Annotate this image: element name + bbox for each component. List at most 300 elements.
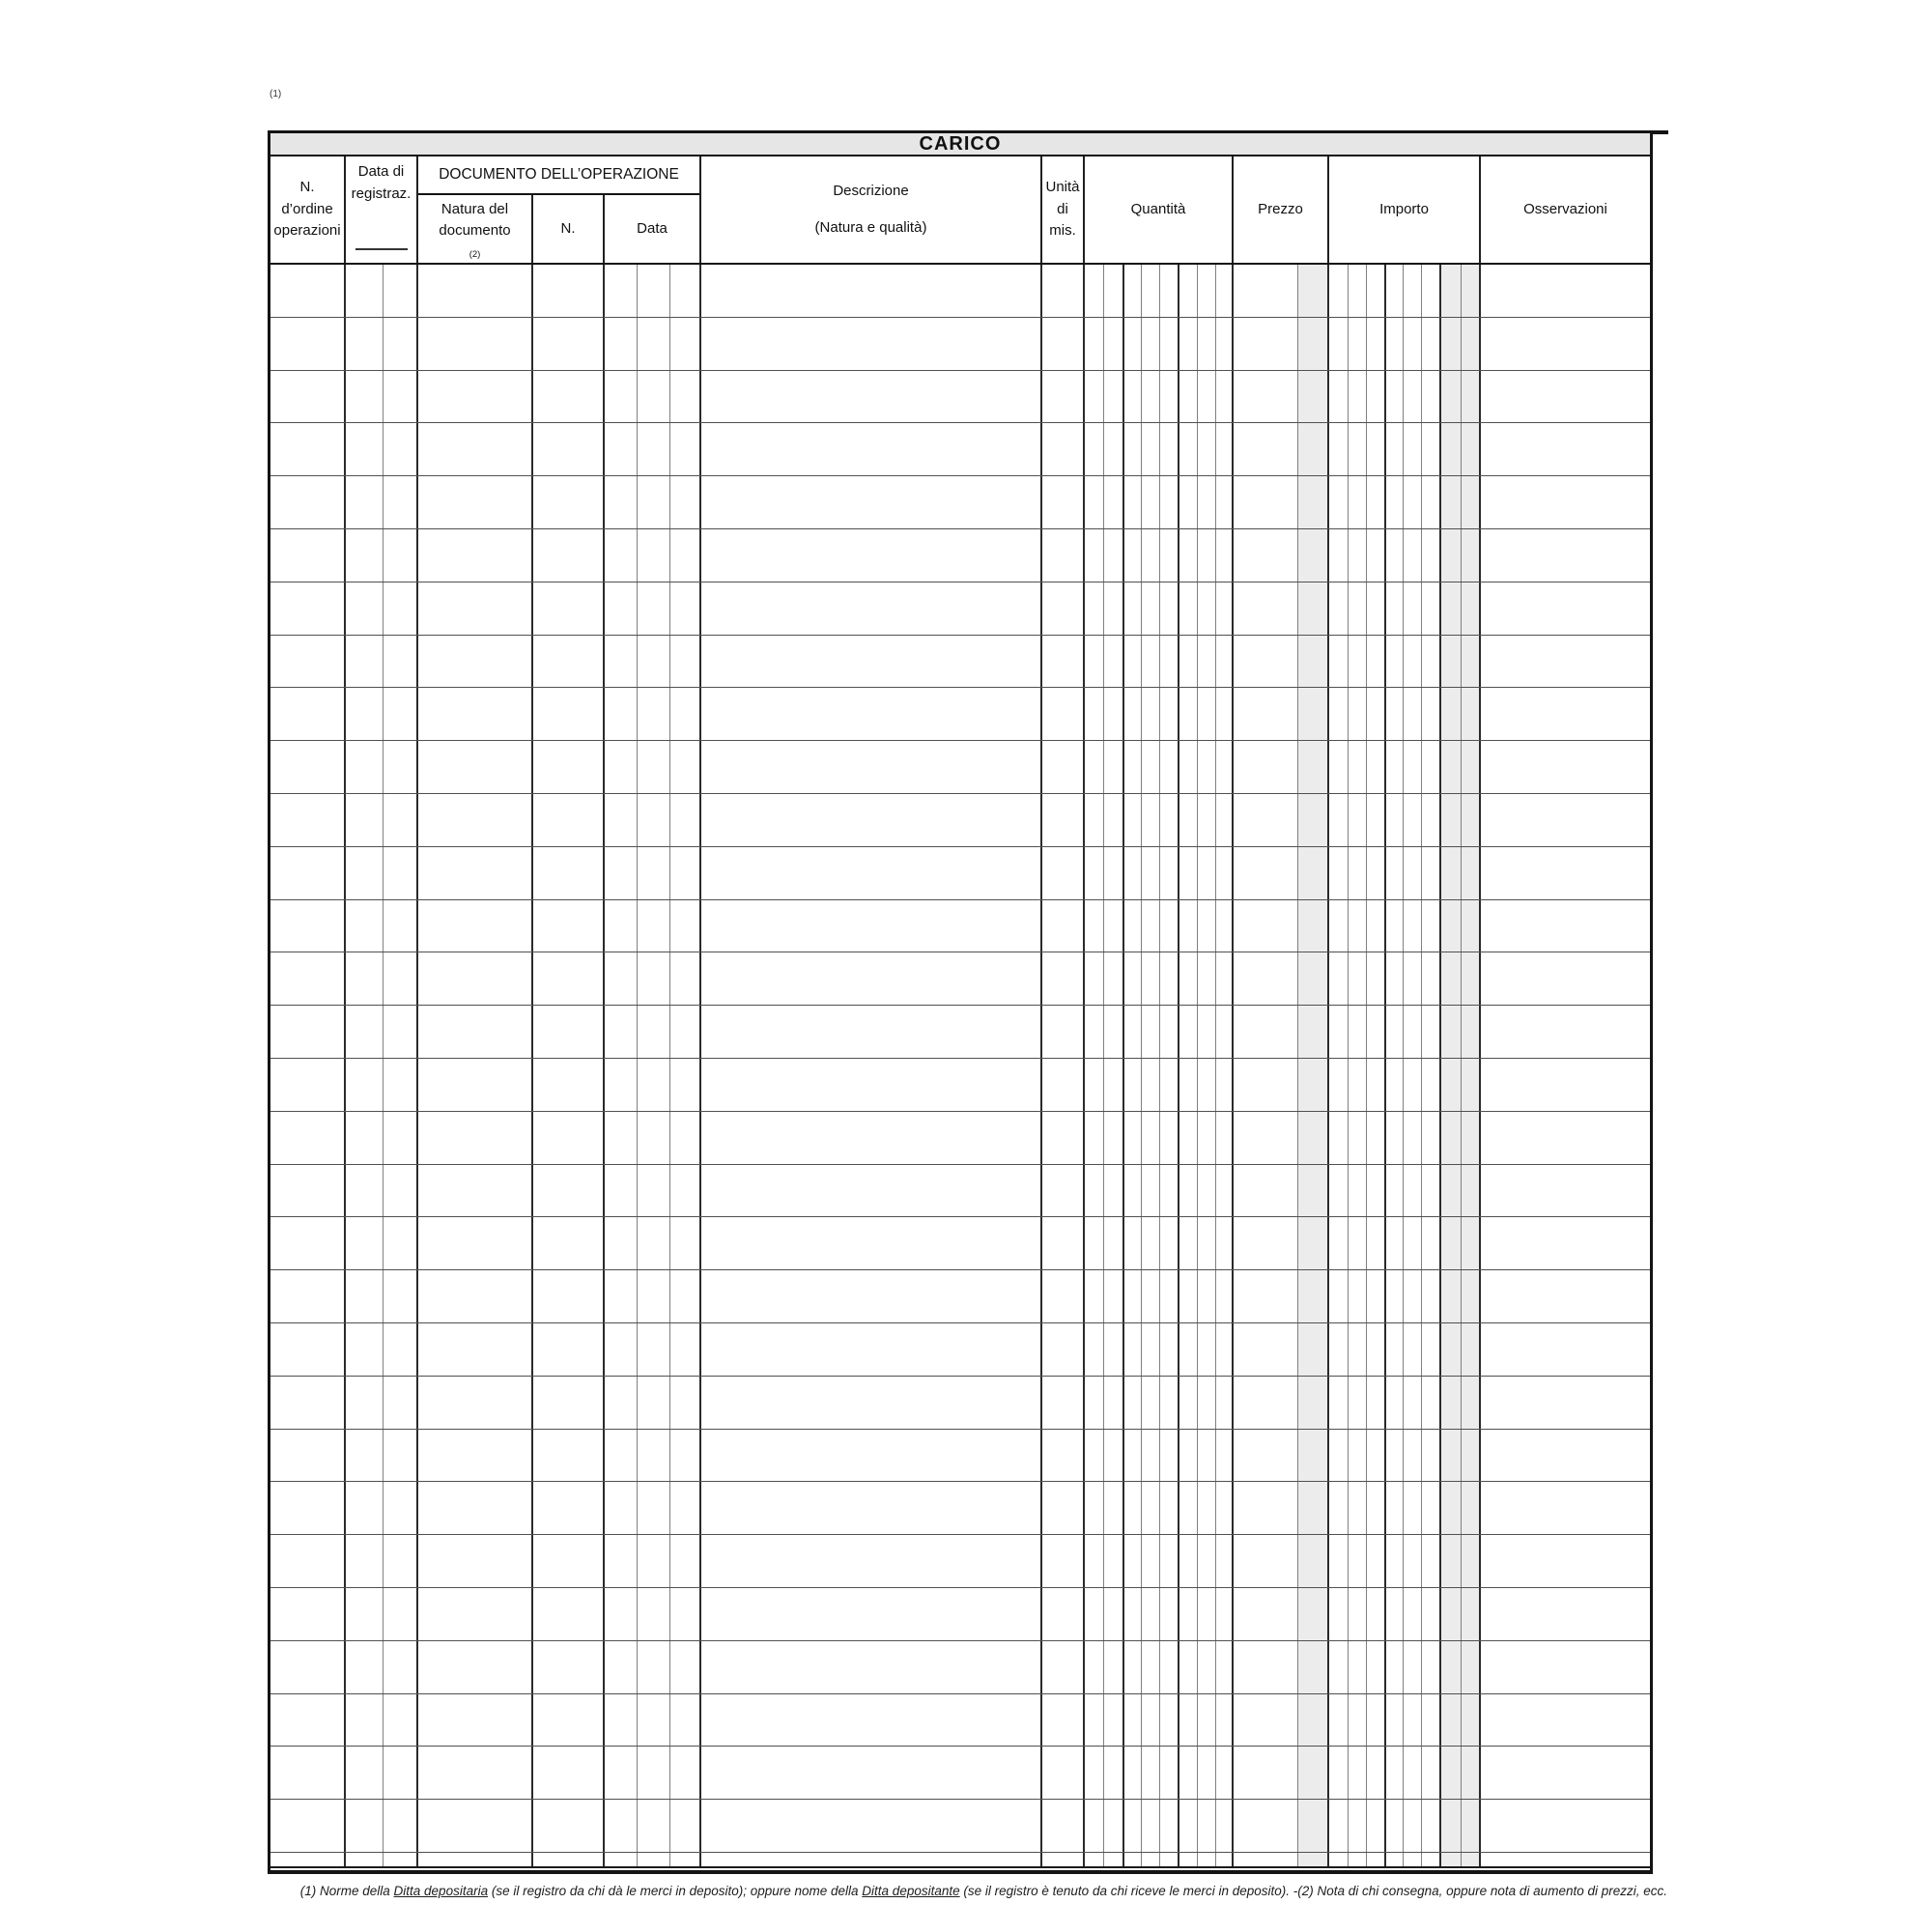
digit-cell xyxy=(1366,582,1384,635)
digit-cell xyxy=(346,1377,383,1429)
cell-importo xyxy=(1327,318,1479,370)
table-row xyxy=(270,1165,1650,1218)
digit-cell xyxy=(1141,1217,1159,1269)
digit-cell xyxy=(1421,636,1439,688)
digit-cell xyxy=(1329,1747,1348,1799)
digit-cell xyxy=(1403,1006,1421,1058)
cell-data-registraz xyxy=(344,1165,416,1217)
digit-cell xyxy=(1348,1588,1366,1640)
digit-cell xyxy=(1197,1377,1215,1429)
digit-cell xyxy=(1178,1535,1196,1587)
digit-cell xyxy=(1421,371,1439,423)
digit-cell xyxy=(1122,1747,1141,1799)
header-line: N. xyxy=(560,219,576,237)
cell-prezzo xyxy=(1232,476,1327,528)
digit-cell xyxy=(1348,847,1366,899)
digit-cell xyxy=(669,1535,701,1587)
header-n-ordine xyxy=(270,156,344,263)
digit-cell xyxy=(1103,582,1122,635)
digit-cell xyxy=(669,1430,701,1482)
header-n-documento xyxy=(531,195,603,263)
digit-cell xyxy=(1403,423,1421,475)
gray-digit-cell xyxy=(1461,741,1482,793)
cell-unita-mis xyxy=(1040,1535,1083,1587)
gray-digit-cell xyxy=(1439,529,1461,582)
digit-cell xyxy=(1348,1217,1366,1269)
digit-cell xyxy=(1103,1588,1122,1640)
cell-n-ordine xyxy=(270,1535,344,1587)
cell-natura-documento xyxy=(416,1588,531,1640)
digit-cell xyxy=(1197,318,1215,370)
cell-importo xyxy=(1327,1270,1479,1322)
cell-unita-mis xyxy=(1040,794,1083,846)
digit-cell xyxy=(1178,1165,1196,1217)
digit-cell xyxy=(669,1694,701,1747)
cell-n-ordine xyxy=(270,265,344,317)
digit-cell xyxy=(637,1853,668,1866)
digit-cell xyxy=(1384,318,1403,370)
cell-unita-mis xyxy=(1040,900,1083,952)
digit-cell xyxy=(1122,1165,1141,1217)
cell-quantita xyxy=(1083,1377,1232,1429)
cell-descrizione xyxy=(699,529,1040,582)
digit-cell xyxy=(1122,794,1141,846)
gray-digit-cell xyxy=(1297,1641,1329,1693)
digit-cell xyxy=(346,1694,383,1747)
digit-cell xyxy=(1234,1377,1297,1429)
digit-cell xyxy=(1178,1217,1196,1269)
digit-cell xyxy=(383,952,419,1005)
cell-n-ordine xyxy=(270,1694,344,1747)
digit-cell xyxy=(1348,1059,1366,1111)
digit-cell xyxy=(1421,1588,1439,1640)
digit-cell xyxy=(1421,265,1439,317)
digit-cell xyxy=(1234,1430,1297,1482)
digit-cell xyxy=(1197,1482,1215,1534)
digit-cell xyxy=(1141,741,1159,793)
cell-n-documento xyxy=(531,741,603,793)
cell-n-documento xyxy=(531,1006,603,1058)
cell-importo xyxy=(1327,847,1479,899)
digit-cell xyxy=(346,952,383,1005)
gray-digit-cell xyxy=(1439,1059,1461,1111)
cell-data-registraz xyxy=(344,476,416,528)
header-line: Natura del xyxy=(440,200,509,217)
cell-importo xyxy=(1327,741,1479,793)
digit-cell xyxy=(1421,1059,1439,1111)
cell-data-documento xyxy=(603,1694,699,1747)
digit-cell xyxy=(383,794,419,846)
digit-cell xyxy=(669,1323,701,1376)
digit-cell xyxy=(1403,636,1421,688)
gray-digit-cell xyxy=(1297,1112,1329,1164)
header-line: Quantità xyxy=(1130,200,1186,217)
cell-importo xyxy=(1327,1323,1479,1376)
digit-cell xyxy=(1384,1588,1403,1640)
digit-cell xyxy=(1197,1323,1215,1376)
header-line: DOCUMENTO DELL’OPERAZIONE xyxy=(439,166,679,184)
digit-cell xyxy=(1122,1217,1141,1269)
cell-descrizione xyxy=(699,1430,1040,1482)
digit-cell xyxy=(1384,1270,1403,1322)
header-line: d’ordine xyxy=(281,200,333,217)
digit-cell xyxy=(1085,900,1103,952)
digit-cell xyxy=(1329,476,1348,528)
digit-cell xyxy=(1234,423,1297,475)
cell-osservazioni xyxy=(1479,1112,1650,1164)
digit-cell xyxy=(346,1430,383,1482)
digit-cell xyxy=(1384,1641,1403,1693)
digit-cell xyxy=(1329,1535,1348,1587)
digit-cell xyxy=(1421,529,1439,582)
cell-natura-documento xyxy=(416,1535,531,1587)
digit-cell xyxy=(1141,900,1159,952)
gray-digit-cell xyxy=(1297,1747,1329,1799)
digit-cell xyxy=(1366,688,1384,740)
digit-cell xyxy=(1159,1694,1178,1747)
gray-digit-cell xyxy=(1461,1747,1482,1799)
digit-cell xyxy=(1329,1430,1348,1482)
digit-cell xyxy=(605,1853,637,1866)
cell-descrizione xyxy=(699,1482,1040,1534)
digit-cell xyxy=(1403,1853,1421,1866)
digit-cell xyxy=(1159,1430,1178,1482)
digit-cell xyxy=(1234,847,1297,899)
cell-quantita xyxy=(1083,371,1232,423)
digit-cell xyxy=(637,1323,668,1376)
digit-cell xyxy=(1366,1694,1384,1747)
cell-importo xyxy=(1327,636,1479,688)
digit-cell xyxy=(637,741,668,793)
digit-cell xyxy=(637,794,668,846)
digit-cell xyxy=(637,1800,668,1852)
digit-cell xyxy=(1103,1059,1122,1111)
digit-cell xyxy=(1421,1323,1439,1376)
header-line: Unità xyxy=(1045,179,1080,196)
cell-prezzo xyxy=(1232,1323,1327,1376)
cell-prezzo xyxy=(1232,1217,1327,1269)
cell-data-registraz xyxy=(344,423,416,475)
cell-quantita xyxy=(1083,1165,1232,1217)
gray-digit-cell xyxy=(1461,1853,1482,1866)
digit-cell xyxy=(669,318,701,370)
digit-cell xyxy=(1122,636,1141,688)
cell-data-registraz xyxy=(344,371,416,423)
digit-cell xyxy=(1329,794,1348,846)
cell-descrizione xyxy=(699,1535,1040,1587)
digit-cell xyxy=(1329,1270,1348,1322)
digit-cell xyxy=(1159,636,1178,688)
digit-cell xyxy=(1159,318,1178,370)
digit-cell xyxy=(1403,1694,1421,1747)
digit-cell xyxy=(605,1747,637,1799)
gray-digit-cell xyxy=(1439,1588,1461,1640)
digit-cell xyxy=(346,794,383,846)
digit-cell xyxy=(605,265,637,317)
cell-prezzo xyxy=(1232,1588,1327,1640)
digit-cell xyxy=(605,741,637,793)
gray-digit-cell xyxy=(1439,1217,1461,1269)
digit-cell xyxy=(1348,476,1366,528)
cell-prezzo xyxy=(1232,318,1327,370)
table-header xyxy=(270,156,1650,265)
gray-digit-cell xyxy=(1297,529,1329,582)
digit-cell xyxy=(1122,529,1141,582)
digit-cell xyxy=(1234,1588,1297,1640)
cell-prezzo xyxy=(1232,1694,1327,1747)
digit-cell xyxy=(1085,1112,1103,1164)
gray-digit-cell xyxy=(1461,1217,1482,1269)
cell-quantita xyxy=(1083,582,1232,635)
digit-cell xyxy=(383,636,419,688)
cell-descrizione xyxy=(699,1377,1040,1429)
cell-n-ordine xyxy=(270,1006,344,1058)
cell-n-documento xyxy=(531,1270,603,1322)
cell-unita-mis xyxy=(1040,1694,1083,1747)
digit-cell xyxy=(346,529,383,582)
cell-prezzo xyxy=(1232,1482,1327,1534)
digit-cell xyxy=(669,741,701,793)
cell-descrizione xyxy=(699,1217,1040,1269)
digit-cell xyxy=(1085,1853,1103,1866)
digit-cell xyxy=(1122,318,1141,370)
digit-cell xyxy=(346,318,383,370)
digit-cell xyxy=(1403,1588,1421,1640)
cell-osservazioni xyxy=(1479,1270,1650,1322)
digit-cell xyxy=(1159,1641,1178,1693)
digit-cell xyxy=(1348,1006,1366,1058)
digit-cell xyxy=(1159,529,1178,582)
cell-n-ordine xyxy=(270,1217,344,1269)
digit-cell xyxy=(637,1694,668,1747)
cell-data-documento xyxy=(603,423,699,475)
digit-cell xyxy=(1234,794,1297,846)
digit-cell xyxy=(1197,1694,1215,1747)
digit-cell xyxy=(1234,476,1297,528)
digit-cell xyxy=(1197,688,1215,740)
digit-cell xyxy=(1159,1006,1178,1058)
digit-cell xyxy=(1197,1747,1215,1799)
cell-quantita xyxy=(1083,636,1232,688)
cell-osservazioni xyxy=(1479,1588,1650,1640)
cell-n-ordine xyxy=(270,529,344,582)
digit-cell xyxy=(1085,1165,1103,1217)
digit-cell xyxy=(1329,265,1348,317)
cell-prezzo xyxy=(1232,1800,1327,1852)
cell-natura-documento xyxy=(416,371,531,423)
footnote-text: (se il registro è tenuto da chi riceve le merci in deposito). -(2) Nota di chi consegna, oppure nota di aumento di prezzi, ecc. xyxy=(959,1884,1667,1898)
cell-n-documento xyxy=(531,318,603,370)
digit-cell xyxy=(1403,1217,1421,1269)
digit-cell xyxy=(346,688,383,740)
cell-n-documento xyxy=(531,423,603,475)
digit-cell xyxy=(605,1165,637,1217)
cell-unita-mis xyxy=(1040,1165,1083,1217)
digit-cell xyxy=(1421,952,1439,1005)
cell-prezzo xyxy=(1232,794,1327,846)
digit-cell xyxy=(1122,1588,1141,1640)
table-row xyxy=(270,1270,1650,1323)
digit-cell xyxy=(1329,952,1348,1005)
digit-cell xyxy=(1234,688,1297,740)
digit-cell xyxy=(1384,1006,1403,1058)
cell-descrizione xyxy=(699,952,1040,1005)
gray-digit-cell xyxy=(1439,582,1461,635)
digit-cell xyxy=(1178,318,1196,370)
gray-digit-cell xyxy=(1439,1694,1461,1747)
digit-cell xyxy=(1197,847,1215,899)
digit-cell xyxy=(1122,1270,1141,1322)
digit-cell xyxy=(1384,423,1403,475)
digit-cell xyxy=(1384,1430,1403,1482)
cell-quantita xyxy=(1083,1006,1232,1058)
digit-cell xyxy=(1403,476,1421,528)
digit-cell xyxy=(1159,476,1178,528)
cell-importo xyxy=(1327,1217,1479,1269)
digit-cell xyxy=(346,900,383,952)
cell-unita-mis xyxy=(1040,1588,1083,1640)
table-row xyxy=(270,1377,1650,1430)
digit-cell xyxy=(383,1217,419,1269)
cell-osservazioni xyxy=(1479,741,1650,793)
digit-cell xyxy=(1085,1377,1103,1429)
table-row xyxy=(270,1535,1650,1588)
cell-importo xyxy=(1327,1482,1479,1534)
digit-cell xyxy=(346,1323,383,1376)
cell-n-documento xyxy=(531,847,603,899)
header-line: mis. xyxy=(1049,222,1076,240)
digit-cell xyxy=(1159,1165,1178,1217)
cell-quantita xyxy=(1083,794,1232,846)
digit-cell xyxy=(346,1217,383,1269)
digit-cell xyxy=(1366,1747,1384,1799)
digit-cell xyxy=(1197,1059,1215,1111)
cell-natura-documento xyxy=(416,529,531,582)
digit-cell xyxy=(346,1059,383,1111)
cell-prezzo xyxy=(1232,847,1327,899)
digit-cell xyxy=(605,952,637,1005)
digit-cell xyxy=(1421,1270,1439,1322)
header-unita-mis xyxy=(1040,156,1083,263)
gray-digit-cell xyxy=(1439,1323,1461,1376)
digit-cell xyxy=(383,1430,419,1482)
cell-data-documento xyxy=(603,1482,699,1534)
digit-cell xyxy=(1403,1377,1421,1429)
digit-cell xyxy=(383,741,419,793)
cell-importo xyxy=(1327,900,1479,952)
cell-prezzo xyxy=(1232,1747,1327,1799)
digit-cell xyxy=(1178,900,1196,952)
cell-data-registraz xyxy=(344,1323,416,1376)
digit-cell xyxy=(669,1165,701,1217)
cell-natura-documento xyxy=(416,688,531,740)
digit-cell xyxy=(669,1270,701,1322)
cell-data-registraz xyxy=(344,1059,416,1111)
cell-n-documento xyxy=(531,1217,603,1269)
table-row-partial xyxy=(270,1853,1650,1868)
cell-data-documento xyxy=(603,265,699,317)
cell-descrizione xyxy=(699,1165,1040,1217)
cell-quantita xyxy=(1083,529,1232,582)
cell-n-ordine xyxy=(270,1853,344,1866)
digit-cell xyxy=(1141,1323,1159,1376)
cell-importo xyxy=(1327,582,1479,635)
cell-natura-documento xyxy=(416,1165,531,1217)
digit-cell xyxy=(1234,1482,1297,1534)
header-prezzo xyxy=(1232,156,1327,263)
header-importo xyxy=(1327,156,1479,263)
gray-digit-cell xyxy=(1297,1377,1329,1429)
gray-digit-cell xyxy=(1461,1270,1482,1322)
digit-cell xyxy=(637,1165,668,1217)
cell-quantita xyxy=(1083,1800,1232,1852)
digit-cell xyxy=(1348,1165,1366,1217)
digit-cell xyxy=(1141,688,1159,740)
gray-digit-cell xyxy=(1439,847,1461,899)
cell-natura-documento xyxy=(416,847,531,899)
cell-quantita xyxy=(1083,1270,1232,1322)
cell-importo xyxy=(1327,1112,1479,1164)
digit-cell xyxy=(1329,1641,1348,1693)
digit-cell xyxy=(1234,1323,1297,1376)
header-documento-group xyxy=(416,156,699,263)
digit-cell xyxy=(383,1747,419,1799)
digit-cell xyxy=(1421,1800,1439,1852)
cell-prezzo xyxy=(1232,1006,1327,1058)
digit-cell xyxy=(1234,265,1297,317)
digit-cell xyxy=(1403,952,1421,1005)
digit-cell xyxy=(1141,1059,1159,1111)
digit-cell xyxy=(1234,1217,1297,1269)
digit-cell xyxy=(1178,1800,1196,1852)
digit-cell xyxy=(1366,1059,1384,1111)
cell-quantita xyxy=(1083,1588,1232,1640)
digit-cell xyxy=(1403,1535,1421,1587)
footnote-underlined-term: Ditta depositaria xyxy=(393,1884,489,1898)
digit-cell xyxy=(1348,1535,1366,1587)
cell-n-ordine xyxy=(270,1482,344,1534)
digit-cell xyxy=(669,1588,701,1640)
digit-cell xyxy=(1384,1800,1403,1852)
digit-cell xyxy=(1384,1377,1403,1429)
cell-osservazioni xyxy=(1479,1535,1650,1587)
cell-data-documento xyxy=(603,318,699,370)
digit-cell xyxy=(669,1112,701,1164)
header-line: Importo xyxy=(1379,200,1429,217)
digit-cell xyxy=(1384,1747,1403,1799)
digit-cell xyxy=(1197,952,1215,1005)
cell-prezzo xyxy=(1232,1641,1327,1693)
digit-cell xyxy=(605,1800,637,1852)
gray-digit-cell xyxy=(1297,847,1329,899)
digit-cell xyxy=(1159,1377,1178,1429)
header-data-documento xyxy=(603,195,699,263)
cell-osservazioni xyxy=(1479,900,1650,952)
digit-cell xyxy=(1366,1853,1384,1866)
gray-digit-cell xyxy=(1297,688,1329,740)
digit-cell xyxy=(1197,1006,1215,1058)
digit-cell xyxy=(1234,1059,1297,1111)
cell-natura-documento xyxy=(416,1059,531,1111)
gray-digit-cell xyxy=(1461,1694,1482,1747)
digit-cell xyxy=(1384,1059,1403,1111)
cell-n-ordine xyxy=(270,1747,344,1799)
table-row xyxy=(270,794,1650,847)
top-footnote-ref: (1) xyxy=(270,89,282,99)
digit-cell xyxy=(637,371,668,423)
digit-cell xyxy=(1366,1588,1384,1640)
digit-cell xyxy=(1085,529,1103,582)
